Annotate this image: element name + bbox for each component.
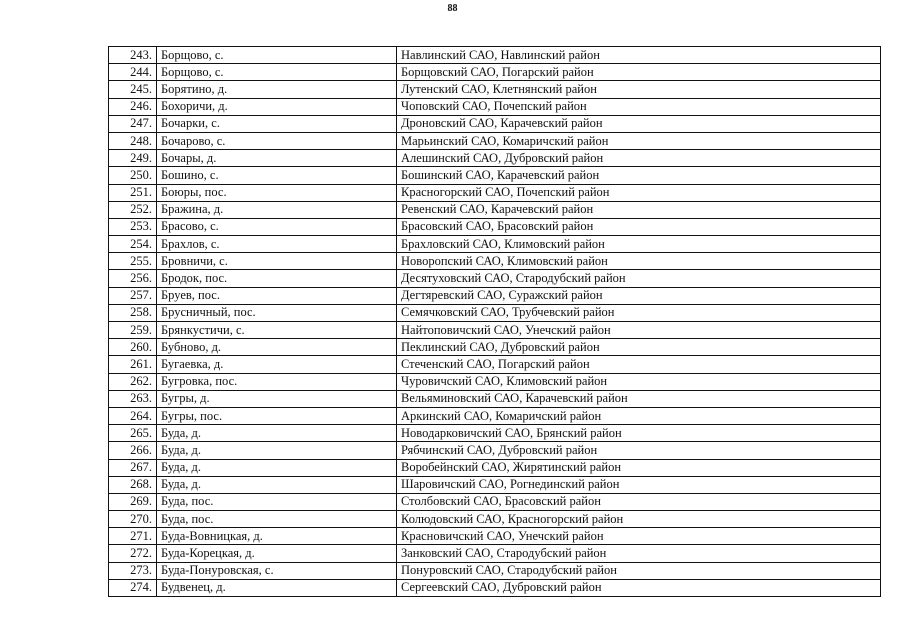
- administration-district-cell: Рябчинский САО, Дубровский район: [397, 442, 881, 459]
- row-number-cell: 258.: [109, 304, 157, 321]
- table-row: [109, 253, 881, 270]
- table-row: [109, 562, 881, 579]
- administration-district-cell: Брасовский САО, Брасовский район: [397, 218, 881, 235]
- settlement-name-cell: Бубново, д.: [157, 339, 397, 356]
- settlement-name-cell: Бражина, д.: [157, 201, 397, 218]
- table-row: [109, 304, 881, 321]
- table-row: [109, 201, 881, 218]
- administration-district-cell: Найтоповичский САО, Унечский район: [397, 322, 881, 339]
- settlement-name-cell: Борщово, с.: [157, 64, 397, 81]
- administration-district-cell: Семячковский САО, Трубчевский район: [397, 304, 881, 321]
- row-number-cell: 251.: [109, 184, 157, 201]
- row-number-cell: 268.: [109, 476, 157, 493]
- row-number-cell: 262.: [109, 373, 157, 390]
- settlement-name-cell: Бочары, д.: [157, 150, 397, 167]
- table-row: [109, 64, 881, 81]
- administration-district-cell: Вельяминовский САО, Карачевский район: [397, 390, 881, 407]
- administration-district-cell: Новодарковичский САО, Брянский район: [397, 425, 881, 442]
- administration-district-cell: Новоропский САО, Климовский район: [397, 253, 881, 270]
- settlement-name-cell: Буда, д.: [157, 476, 397, 493]
- administration-district-cell: Марьинский САО, Комаричский район: [397, 132, 881, 149]
- settlement-name-cell: Буда-Понуровская, с.: [157, 562, 397, 579]
- settlement-name-cell: Бруев, пос.: [157, 287, 397, 304]
- table-row: [109, 390, 881, 407]
- table-row: [109, 511, 881, 528]
- administration-district-cell: Навлинский САО, Навлинский район: [397, 47, 881, 64]
- settlement-name-cell: Брасово, с.: [157, 218, 397, 235]
- settlement-name-cell: Бугровка, пос.: [157, 373, 397, 390]
- settlement-name-cell: Буда, д.: [157, 425, 397, 442]
- table-row: [109, 425, 881, 442]
- settlement-name-cell: Бошино, с.: [157, 167, 397, 184]
- administration-district-cell: Чоповский САО, Почепский район: [397, 98, 881, 115]
- administration-district-cell: Алешинский САО, Дубровский район: [397, 150, 881, 167]
- table-row: [109, 236, 881, 253]
- table-row: [109, 407, 881, 424]
- settlement-name-cell: Брянкустичи, с.: [157, 322, 397, 339]
- row-number-cell: 250.: [109, 167, 157, 184]
- row-number-cell: 259.: [109, 322, 157, 339]
- row-number-cell: 243.: [109, 47, 157, 64]
- administration-district-cell: Аркинский САО, Комаричский район: [397, 407, 881, 424]
- row-number-cell: 274.: [109, 579, 157, 596]
- table-row: [109, 459, 881, 476]
- table-row: [109, 545, 881, 562]
- row-number-cell: 260.: [109, 339, 157, 356]
- table-row: [109, 98, 881, 115]
- settlement-name-cell: Брахлов, с.: [157, 236, 397, 253]
- table-row: [109, 476, 881, 493]
- administration-district-cell: Красновичский САО, Унечский район: [397, 528, 881, 545]
- table-row: [109, 150, 881, 167]
- table-row: [109, 356, 881, 373]
- administration-district-cell: Брахловский САО, Климовский район: [397, 236, 881, 253]
- row-number-cell: 270.: [109, 511, 157, 528]
- table-row: [109, 339, 881, 356]
- settlement-name-cell: Буда, пос.: [157, 493, 397, 510]
- administration-district-cell: Борщовский САО, Погарский район: [397, 64, 881, 81]
- settlement-name-cell: Брусничный, пос.: [157, 304, 397, 321]
- row-number-cell: 246.: [109, 98, 157, 115]
- administration-district-cell: Дроновский САО, Карачевский район: [397, 115, 881, 132]
- administration-district-cell: Сергеевский САО, Дубровский район: [397, 579, 881, 596]
- row-number-cell: 273.: [109, 562, 157, 579]
- table-row: [109, 322, 881, 339]
- settlement-name-cell: Борщово, с.: [157, 47, 397, 64]
- administration-district-cell: Ревенский САО, Карачевский район: [397, 201, 881, 218]
- settlement-name-cell: Бровничи, с.: [157, 253, 397, 270]
- row-number-cell: 261.: [109, 356, 157, 373]
- table-row: [109, 132, 881, 149]
- row-number-cell: 264.: [109, 407, 157, 424]
- row-number-cell: 252.: [109, 201, 157, 218]
- settlement-name-cell: Бугаевка, д.: [157, 356, 397, 373]
- table-row: [109, 579, 881, 596]
- row-number-cell: 249.: [109, 150, 157, 167]
- settlements-table-body: [109, 47, 881, 597]
- administration-district-cell: Дегтяревский САО, Суражский район: [397, 287, 881, 304]
- administration-district-cell: Чуровичский САО, Климовский район: [397, 373, 881, 390]
- row-number-cell: 267.: [109, 459, 157, 476]
- row-number-cell: 256.: [109, 270, 157, 287]
- table-row: [109, 373, 881, 390]
- table-row: [109, 47, 881, 64]
- settlement-name-cell: Бочарово, с.: [157, 132, 397, 149]
- settlement-name-cell: Будвенец, д.: [157, 579, 397, 596]
- settlement-name-cell: Бохоричи, д.: [157, 98, 397, 115]
- row-number-cell: 254.: [109, 236, 157, 253]
- administration-district-cell: Занковский САО, Стародубский район: [397, 545, 881, 562]
- row-number-cell: 248.: [109, 132, 157, 149]
- table-row: [109, 493, 881, 510]
- settlement-name-cell: Борятино, д.: [157, 81, 397, 98]
- administration-district-cell: Столбовский САО, Брасовский район: [397, 493, 881, 510]
- row-number-cell: 255.: [109, 253, 157, 270]
- row-number-cell: 265.: [109, 425, 157, 442]
- row-number-cell: 263.: [109, 390, 157, 407]
- administration-district-cell: Бошинский САО, Карачевский район: [397, 167, 881, 184]
- administration-district-cell: Лутенский САО, Клетнянский район: [397, 81, 881, 98]
- settlement-name-cell: Бугры, д.: [157, 390, 397, 407]
- administration-district-cell: Понуровский САО, Стародубский район: [397, 562, 881, 579]
- table-row: [109, 81, 881, 98]
- row-number-cell: 272.: [109, 545, 157, 562]
- settlement-name-cell: Боюры, пос.: [157, 184, 397, 201]
- row-number-cell: 257.: [109, 287, 157, 304]
- settlement-name-cell: Бугры, пос.: [157, 407, 397, 424]
- row-number-cell: 247.: [109, 115, 157, 132]
- row-number-cell: 244.: [109, 64, 157, 81]
- table-row: [109, 218, 881, 235]
- settlements-table: [108, 46, 881, 597]
- row-number-cell: 269.: [109, 493, 157, 510]
- administration-district-cell: Стеченский САО, Погарский район: [397, 356, 881, 373]
- administration-district-cell: Пеклинский САО, Дубровский район: [397, 339, 881, 356]
- administration-district-cell: Десятуховский САО, Стародубский район: [397, 270, 881, 287]
- table-row: [109, 270, 881, 287]
- row-number-cell: 245.: [109, 81, 157, 98]
- administration-district-cell: Колюдовский САО, Красногорский район: [397, 511, 881, 528]
- table-row: [109, 115, 881, 132]
- table-row: [109, 184, 881, 201]
- administration-district-cell: Шаровичский САО, Рогнединский район: [397, 476, 881, 493]
- administration-district-cell: Воробейнский САО, Жирятинский район: [397, 459, 881, 476]
- settlement-name-cell: Буда-Корецкая, д.: [157, 545, 397, 562]
- row-number-cell: 271.: [109, 528, 157, 545]
- row-number-cell: 253.: [109, 218, 157, 235]
- page-number: 88: [447, 3, 458, 14]
- settlement-name-cell: Буда, д.: [157, 442, 397, 459]
- settlement-name-cell: Буда, д.: [157, 459, 397, 476]
- settlement-name-cell: Буда, пос.: [157, 511, 397, 528]
- row-number-cell: 266.: [109, 442, 157, 459]
- table-row: [109, 167, 881, 184]
- settlement-name-cell: Буда-Вовницкая, д.: [157, 528, 397, 545]
- settlement-name-cell: Бродок, пос.: [157, 270, 397, 287]
- settlement-name-cell: Бочарки, с.: [157, 115, 397, 132]
- administration-district-cell: Красногорский САО, Почепский район: [397, 184, 881, 201]
- table-row: [109, 442, 881, 459]
- table-row: [109, 528, 881, 545]
- table-row: [109, 287, 881, 304]
